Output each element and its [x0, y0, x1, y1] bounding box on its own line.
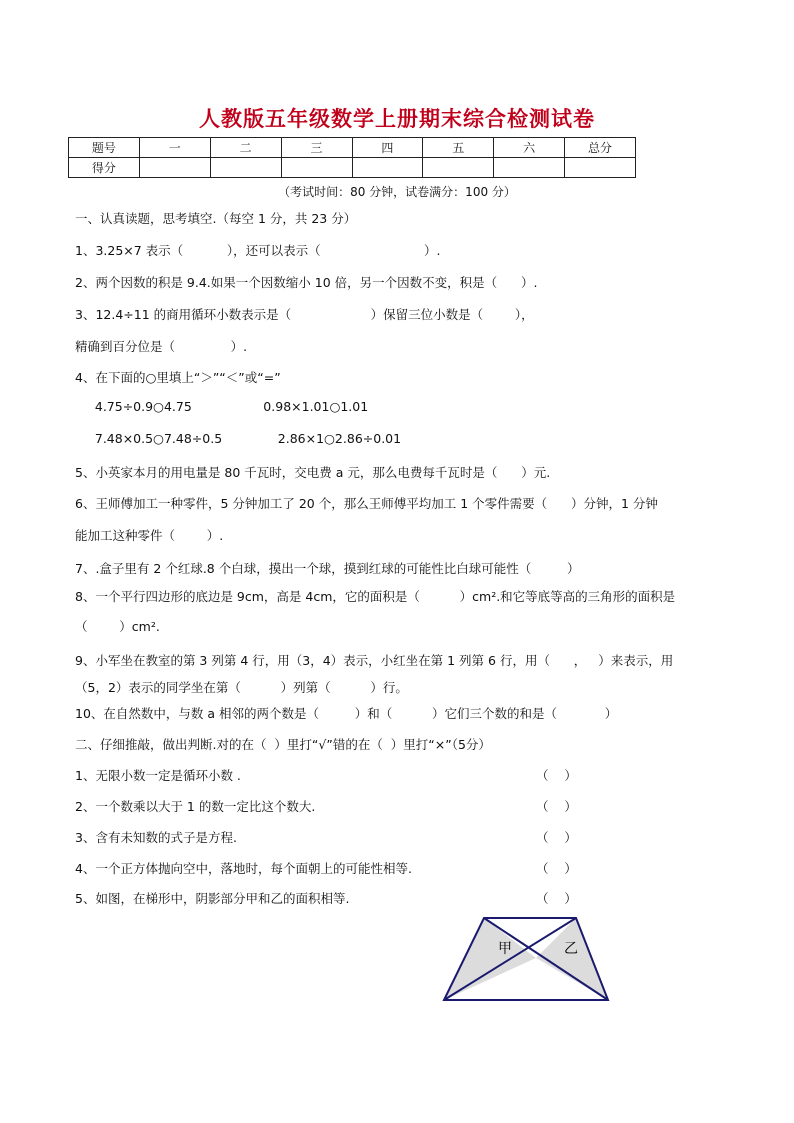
score-table-cell: 一	[139, 138, 210, 158]
judgement-item-2	[75, 797, 595, 815]
score-input-cell[interactable]	[210, 158, 281, 178]
score-table-cell: 四	[352, 138, 423, 158]
question-5: 5、小英家本月的用电量是 80 千瓦时，交电费 a 元，那么电费每千瓦时是（ ）元.	[75, 465, 551, 480]
score-input-cell[interactable]	[352, 158, 423, 178]
score-table-cell: 五	[423, 138, 494, 158]
question-10: 10、在自然数中，与数 a 相邻的两个数是（ ）和（ ）它们三个数的和是（ ）	[75, 706, 618, 721]
label-yi: 乙	[564, 941, 578, 957]
question-4-row2: 7.48×0.5○7.48÷0.5 2.86×1○2.86÷0.01	[75, 431, 402, 446]
score-table-cell: 总分	[565, 138, 636, 158]
question-6-cont: 能加工这种零件（ ）.	[75, 528, 224, 543]
judgement-item-5	[75, 889, 595, 907]
question-8-cont: （ ）cm².	[75, 619, 160, 634]
question-9-cont: （5，2）表示的同学坐在第（ ）列第（ ）行。	[75, 680, 408, 695]
question-6: 6、王师傅加工一种零件，5 分钟加工了 20 个，那么王师傅平均加工 1 个零件需要（ ）分钟，1 分钟	[75, 496, 658, 511]
judgement-text: 3、含有未知数的式子是方程.	[75, 830, 237, 845]
score-table-header-row	[69, 138, 636, 158]
answer-paren[interactable]: （ ）	[536, 768, 577, 783]
question-9: 9、小军坐在教室的第 3 列第 4 行，用（3，4）表示，小红坐在第 1 列第 6 行，用（ ， ）来表示，用	[75, 653, 674, 668]
score-table-cell: 二	[210, 138, 281, 158]
score-input-cell[interactable]	[281, 158, 352, 178]
section2-heading: 二、仔细推敲，做出判断.对的在（ ）里打“√”错的在（ ）里打“×”（5分）	[75, 737, 491, 752]
section1-heading: 一、认真读题，思考填空.（每空 1 分，共 23 分）	[75, 211, 357, 226]
score-input-cell[interactable]	[423, 158, 494, 178]
answer-paren[interactable]: （ ）	[536, 861, 577, 876]
score-input-cell[interactable]	[139, 158, 210, 178]
judgement-text: 4、一个正方体抛向空中，落地时，每个面朝上的可能性相等.	[75, 861, 412, 876]
question-7: 7、.盒子里有 2 个红球.8 个白球，摸出一个球，摸到红球的可能性比白球可能性（ ）	[75, 561, 580, 576]
judgement-text: 5、如图，在梯形中，阴影部分甲和乙的面积相等.	[75, 891, 350, 906]
question-1: 1、3.25×7 表示（ ），还可以表示（ ）.	[75, 243, 441, 258]
question-3: 3、12.4÷11 的商用循环小数表示是（ ）保留三位小数是（ ），	[75, 307, 534, 322]
judgement-item-3	[75, 828, 595, 846]
score-table	[68, 137, 636, 178]
exam-info: （考试时间：80 分钟，试卷满分：100 分）	[278, 185, 516, 199]
judgement-text: 2、一个数乘以大于 1 的数一定比这个数大.	[75, 799, 316, 814]
judgement-item-1	[75, 766, 595, 784]
question-3-cont: 精确到百分位是（ ）.	[75, 339, 248, 354]
score-input-cell[interactable]	[494, 158, 565, 178]
score-table-cell: 六	[494, 138, 565, 158]
question-4-row1: 4.75÷0.9○4.75 0.98×1.01○1.01	[75, 399, 369, 414]
question-2: 2、两个因数的积是 9.4.如果一个因数缩小 10 倍，另一个因数不变，积是（ ）.	[75, 275, 538, 290]
answer-paren[interactable]: （ ）	[536, 830, 577, 845]
answer-paren[interactable]: （ ）	[536, 891, 577, 906]
question-4: 4、在下面的○里填上“＞”“＜”或“=”	[75, 370, 281, 385]
score-input-cell[interactable]	[565, 158, 636, 178]
label-jia: 甲	[498, 941, 512, 957]
judgement-item-4	[75, 859, 595, 877]
trapezoid-figure	[440, 914, 612, 1006]
shaded-region-jia	[444, 918, 536, 1000]
score-table-cell: 题号	[69, 138, 140, 158]
page-title: 人教版五年级数学上册期末综合检测试卷	[199, 107, 595, 131]
answer-paren[interactable]: （ ）	[536, 799, 577, 814]
question-8: 8、一个平行四边形的底边是 9cm，高是 4cm，它的面积是（ ）cm².和它等底等高的三角形的面积是	[75, 589, 676, 604]
judgement-text: 1、无限小数一定是循环小数 .	[75, 768, 241, 783]
score-table-score-row	[69, 158, 636, 178]
score-table-cell: 得分	[69, 158, 140, 178]
score-table-cell: 三	[281, 138, 352, 158]
